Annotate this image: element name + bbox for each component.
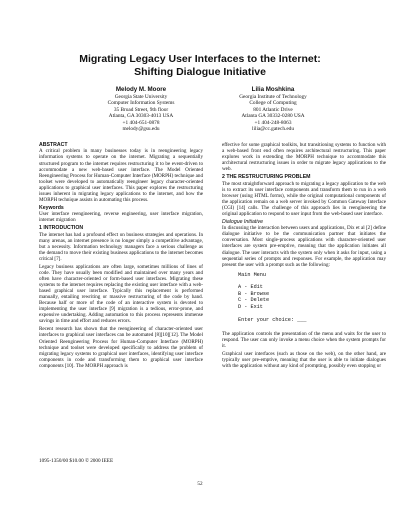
author-email: melody@gsu.edu — [122, 126, 160, 133]
abstract-heading: ABSTRACT — [39, 142, 68, 148]
author-block-2 — [198, 86, 348, 132]
author-block-1 — [66, 86, 216, 132]
menu-line: A - Edit — [238, 284, 263, 291]
menu-line: B - Browse — [238, 290, 270, 297]
author-city: Atlanta, GA 30303-4013 USA — [108, 113, 174, 120]
title-line-2: Shifting Dialogue Initiative — [134, 66, 266, 78]
author-phone: +1 404-248-8063 — [254, 119, 292, 126]
right-column — [222, 142, 386, 371]
author-affiliation: Georgia State University — [114, 94, 168, 100]
author-name: Melody M. Moore — [115, 86, 167, 93]
left-column — [39, 142, 203, 371]
paper-title — [0, 53, 400, 79]
menu-example — [238, 272, 386, 323]
author-phone: +1 404-651-0878 — [122, 119, 160, 126]
author-street: 801 Atlantic Drive — [253, 106, 293, 113]
menu-line: Main Menu — [238, 271, 267, 278]
menu-line: C - Delete — [238, 297, 270, 304]
copyright-notice: 1095-1350/00 $10.00 © 2000 IEEE — [39, 458, 114, 464]
menu-line: D - Exit — [238, 303, 263, 310]
author-city: Atlanta GA 30332-0280 USA — [241, 113, 305, 120]
introduction-heading: 1 INTRODUCTION — [39, 225, 84, 232]
keywords-heading: Keywords — [39, 204, 64, 211]
menu-line: Enter your choice: ___ — [238, 316, 307, 323]
intro-paragraph-3: Recent research has shown that the reengineering of character-oriented user interfaces to graphical user interfaces can be automated [8][10][12]. The Model Oriented Reengineering Process for Human-Computer Interface (MORPH) technique and toolset were developed specifically to address the problem of migrating legacy systems to graphical user interfaces, identifying user interface components in code and transforming them to graphical user interface components [10]. The MORPH approach is — [39, 326, 203, 369]
restructuring-paragraph: The most straightforward approach to migrating a legacy application to the web is to extract its user interface components and transform them to run in a web browser (using HTML forms), while the original computational components of the application remain on a web server invoked by Common Gateway Interface (CGI) [14] calls. The challenge of this approach lies in reengineering the original application to respond to user input from the web-based user interface. — [222, 180, 386, 217]
abstract-text: A critical problem in many businesses today is in reengineering legacy information systems to operate on the internet. Migrating a sequentially structured program to the internet requires restructuring it to be event-driven to accommodate a new web-based user interface. The Model Oriented Reengineering Process for Human-Computer Interface (MORPH) technique and toolset were developed to automatically reengineer legacy character-oriented applications to graphical user interfaces. This paper explores the restructuring issues inherent in migrating legacy applications to the internet, and how the MORPH technique assists in automating this process. — [39, 148, 203, 203]
author-street: 35 Broad Street, 9th floor — [113, 106, 169, 113]
author-email: lilia@cc.gatech.edu — [252, 126, 294, 133]
dialogue-paragraph-2: The application controls the presentation of the menu and waits for the user to respond. The user can only invoke a menu choice when the system prompts for it. — [222, 330, 386, 349]
dialogue-initiative-heading: Dialogue Initiative — [222, 218, 263, 225]
title-line-1: Migrating Legacy User Interfaces to the Internet: — [79, 53, 321, 65]
dialogue-paragraph-1: In discussing the interaction between users and applications, Dix et al [2] define dialogue initiative to be the communication partner that initiates the conversation. Most single-process applications with character-oriented user interfaces are system pre-emptive, meaning that the application initiates all dialogue. The user interacts with the system only when it asks for input, using a sequential series of prompts and responses. For example, the application may present the user with a prompt such as the following: — [222, 225, 386, 268]
author-name: Lilia Moshkina — [251, 86, 295, 93]
intro-paragraph-1: The internet has had a profound effect on business strategies and operations. In many arenas, an internet presence is no longer simply a competitive advantage, but a necessity. Information technology managers face a serious challenge as the demand to move their existing business applications to the internet becomes critical [7]. — [39, 231, 203, 262]
restructuring-heading: 2 THE RESTRUCTURING PROBLEM — [222, 174, 311, 181]
author-department: Computer Information Systems — [107, 100, 175, 107]
continued-paragraph: effective for some graphical toolkits, but transitioning systems to function with a web-based front end often requires architectural restructuring. This paper explores work in extending the MORPH technique to accommodate this architectural restructuring issues in order to migrate legacy applications to the web. — [222, 142, 386, 173]
dialogue-paragraph-3: Graphical user interfaces (such as those on the web), on the other hand, are typically user pre-emptive, meaning that the user is able to initiate dialogues with the application without any kind of prompting, possibly even stopping or — [222, 351, 386, 370]
intro-paragraph-2: Legacy business applications are often large, sometimes millions of lines of code. They have usually been modified and maintained over many years and often have character-oriented or form-based user interfaces. Migrating these systems to the internet requires replacing the existing user interface with a web-based graphical user interface. Typically this replacement is performed manually, entailing rewriting or massive restructuring of the code by hand. Because half or more of the code of an interactive system is devoted to implementing the user interface [9] migration is a tedious, error-prone, and expensive undertaking. Adding automation to this process represents immense savings in time and effort and reduces errors. — [39, 263, 203, 325]
author-affiliation: Georgia Institute of Technology — [239, 94, 307, 100]
page-number: 52 — [197, 481, 203, 487]
author-department: College of Computing — [249, 100, 297, 107]
keywords-text: User interface reengineering, reverse engineering, user interface migration, internet migration — [39, 211, 203, 224]
